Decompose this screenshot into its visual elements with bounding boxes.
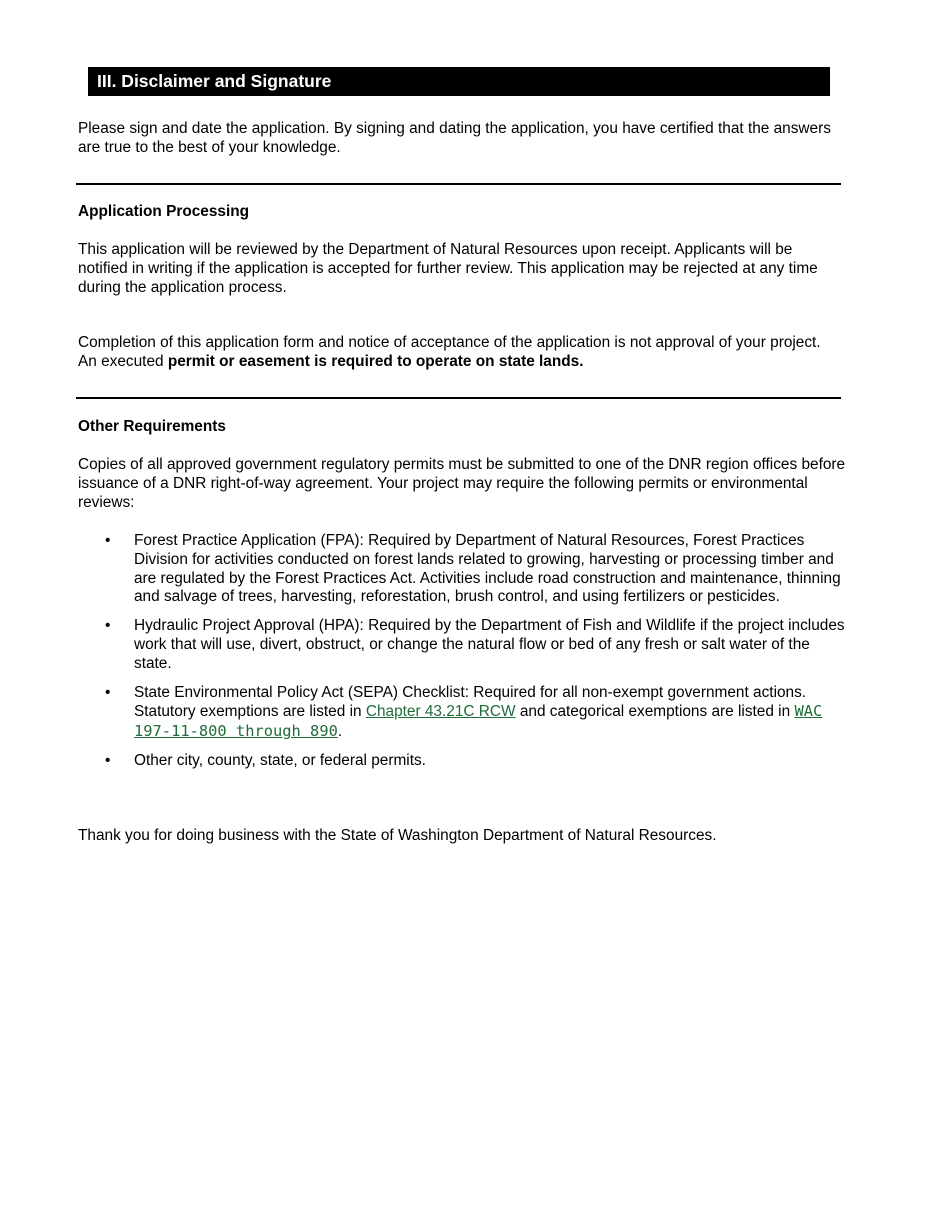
closing-paragraph: Thank you for doing business with the State of Washington Department of Natural Resources. bbox=[78, 827, 717, 844]
application-processing-heading: Application Processing bbox=[78, 203, 250, 220]
list-item bbox=[78, 532, 848, 607]
acceptance-paragraph bbox=[78, 334, 840, 372]
requirements-intro-paragraph: Copies of all approved government regulatory permits must be submitted to one of the DNR region offices before issuance of a DNR right-of-way agreement. Your project may require the following permits or environmental reviews: bbox=[78, 456, 846, 511]
other-requirements-heading: Other Requirements bbox=[78, 418, 226, 435]
list-item-text: . bbox=[337, 723, 343, 741]
list-item-text: Other city, county, state, or federal permits. bbox=[134, 751, 426, 769]
section-title-bar bbox=[88, 67, 830, 96]
list-item-text: State Environmental Policy Act (SEPA) Checklist: Required for all non-exempt government actions. Statutory exemptions are listed in bbox=[134, 683, 807, 721]
list-item bbox=[78, 617, 848, 673]
bullet-icon: • bbox=[105, 683, 111, 701]
chapter-43-21c-rcw-link[interactable]: Chapter 43.21C RCW bbox=[365, 703, 516, 721]
acceptance-text: Completion of this application form and notice of acceptance of the application is not approval of your project. An executed bbox=[78, 334, 821, 370]
list-item-text: and categorical exemptions are listed in bbox=[515, 703, 795, 721]
acceptance-bold-text: permit or easement is required to operate on state lands. bbox=[167, 352, 584, 370]
section-title: III. Disclaimer and Signature bbox=[97, 71, 332, 91]
bullet-icon: • bbox=[105, 532, 111, 549]
processing-paragraph: This application will be reviewed by the Department of Natural Resources upon receipt. Applicants will be notified in writing if the application is accepted for further review. This application may be rejected at any time during the application process. bbox=[78, 241, 818, 296]
bullet-icon: • bbox=[105, 751, 111, 769]
list-item bbox=[78, 684, 848, 742]
bullet-icon: • bbox=[105, 617, 111, 635]
list-item bbox=[78, 752, 848, 771]
divider bbox=[76, 183, 841, 185]
divider bbox=[76, 397, 841, 399]
wac-197-11-800-link[interactable]: WAC 197-11-800 through 890 bbox=[134, 702, 823, 741]
list-item-text: Hydraulic Project Approval (HPA): Required by the Department of Fish and Wildlife if the project includes work that will use, divert, obstruct, or change the natural flow or bed of any fresh or salt water of the state. bbox=[134, 617, 845, 672]
list-item-text: Forest Practice Application (FPA): Required by Department of Natural Resources, Forest Practices Division for activities conducted on forest lands related to growing, harvesting or processing timber and are regulated by the Forest Practices Act. Activities include road construction and maintenance, thinning and salvage of trees, harvesting, reforestation, brush control, and using fertilizers or pesticides. bbox=[134, 532, 841, 606]
intro-paragraph: Please sign and date the application. By signing and dating the application, you have certified that the answers are true to the best of your knowledge. bbox=[78, 120, 831, 156]
requirements-list bbox=[78, 532, 848, 781]
